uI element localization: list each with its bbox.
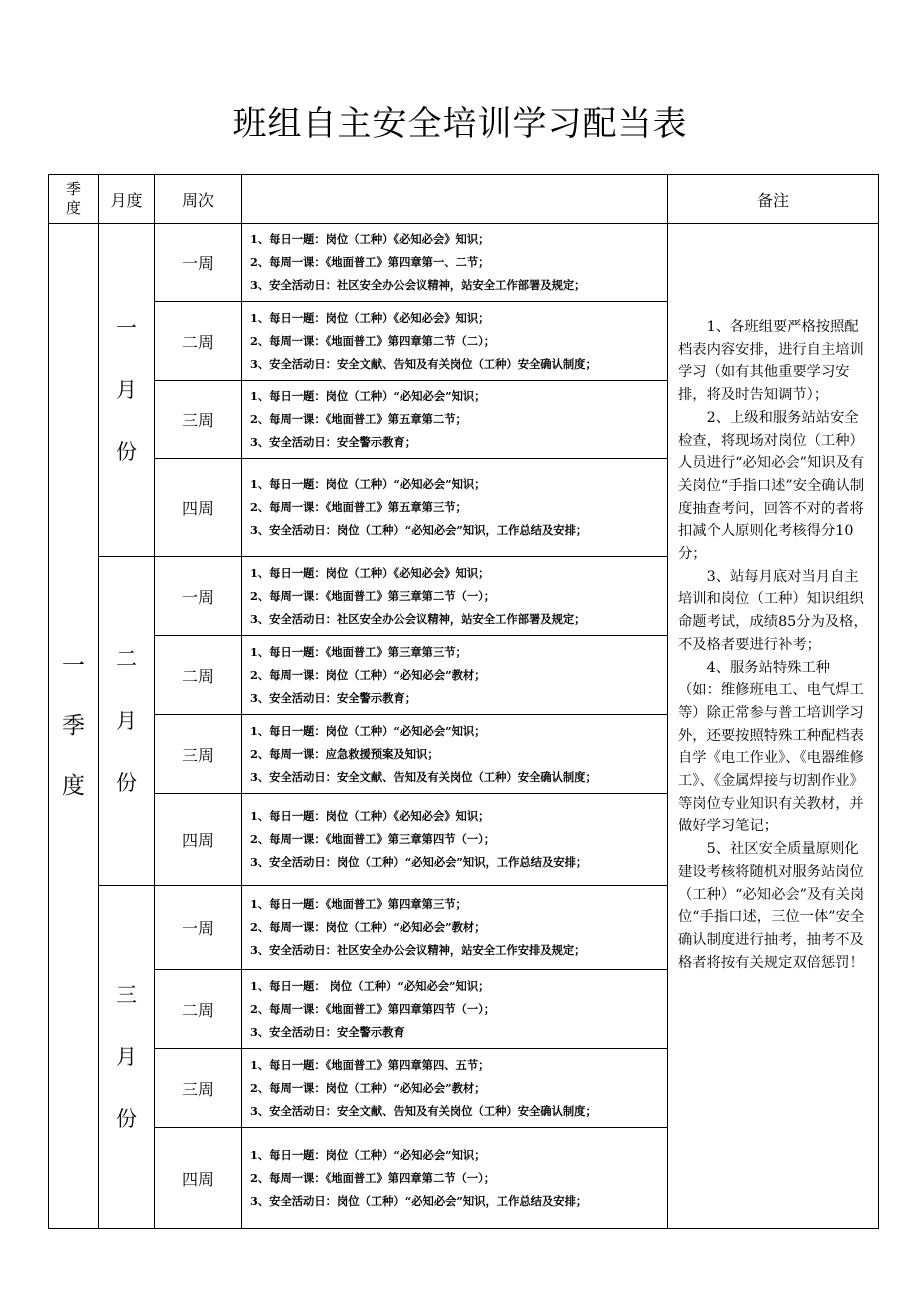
month-char: 三 [116,983,137,1007]
week-label: 一周 [155,224,242,302]
content-line: 2、每周一课：《地面普工》第三章第二节（一）； [250,588,496,603]
content-line: 2、每周一课：岗位（工种）“必知必会”教材； [250,667,486,682]
week-content [242,636,668,715]
header-season: 季度 [49,175,99,224]
page-title: 班组自主安全培训学习配当表 [232,104,688,144]
month-char: 二 [116,647,137,671]
content-line: 1、每日一题：岗位（工种）《必知必会》知识； [250,232,490,246]
week-content [242,794,668,886]
month-char: 月 [116,709,137,733]
week-label: 一周 [155,886,242,970]
content-line: 1、每日一题： 岗位（工种）“必知必会”知识； [250,978,490,993]
content-line: 2、每周一课：应急救援预案及知识； [250,746,439,761]
remark-item: 1、各班组要严格按照配档表内容安排，进行自主培训学习（如有其他重要学习安排，将及时告知调节）； [678,319,864,404]
content-line: 3、安全活动日：社区安全办公会议精神，站安全工作部署及规定； [250,278,586,292]
week-label: 四周 [155,459,242,557]
season-cell [49,224,99,1229]
header-row [49,175,879,224]
content-line: 1、每日一题：岗位（工种）“必知必会”知识； [250,1147,486,1162]
content-line: 2、每周一课：《地面普工》第四章第二节（一）； [250,1170,496,1185]
header-content [242,175,668,224]
content-line: 3、安全活动日：岗位（工种）“必知必会”知识，工作总结及安排； [250,523,588,537]
week-label: 二周 [155,302,242,381]
week-content [242,224,668,302]
content-line: 1、每日一题：岗位（工种）“必知必会”知识； [250,477,486,491]
content-line: 3、安全活动日：岗位（工种）“必知必会”知识，工作总结及安排； [250,855,588,869]
month-char: 份 [116,771,137,795]
week-content [242,886,668,970]
content-line: 1、每日一题：岗位（工种）《必知必会》知识； [250,565,490,580]
week-label: 三周 [155,715,242,794]
week-content [242,1049,668,1128]
month-char: 份 [116,440,137,464]
content-line: 3、安全活动日：安全警示教育 [250,1024,405,1039]
content-line: 3、安全活动日：岗位（工种）“必知必会”知识，工作总结及安排； [250,1193,588,1208]
content-line: 1、每日一题：《地面普工》第四章第四、五节； [250,1057,490,1072]
content-line: 3、安全活动日：社区安全办公会议精神，站安全工作部署及规定； [250,611,586,626]
content-line: 2、每周一课：《地面普工》第三章第四节（一）； [250,832,496,846]
week-content [242,715,668,794]
content-line: 1、每日一题：岗位（工种）《必知必会》知识； [250,310,490,325]
remark-item: 3、站每月底对当月自主培训和岗位（工种）知识组织命题考试，成绩85分为及格，不及格者要进行补考； [678,568,868,653]
content-line: 2、每周一课：岗位（工种）“必知必会”教材； [250,1080,486,1095]
week-label: 二周 [155,970,242,1049]
remark-item: 4、服务站特殊工种（如：维修班电工、电气焊工等）除正常参与普工培训学习外，还要按照特殊工种配档表自学《电工作业》、《电器维修工》、《金属焊接与切割作业》等岗位专业知识有关教材，并做好学习笔记； [678,659,864,835]
week-content [242,302,668,381]
content-line: 1、每日一题：《地面普工》第四章第三节； [250,897,467,911]
month-char: 月 [116,378,137,402]
season-char: 度 [62,773,85,799]
content-line: 1、每日一题：岗位（工种）《必知必会》知识； [250,809,490,823]
remark-item: 5、社区安全质量原则化建设考核将随机对服务站岗位（工种）“必知必会”及有关岗位“手指口述，三位一体”安全确认制度进行抽考，抽考不及格者将按有关规定双倍惩罚！ [678,841,865,971]
content-line: 2、每周一课：《地面普工》第四章第四节（一）； [250,1001,496,1016]
remark-item: 2、上级和服务站站安全检查，将现场对岗位（工种）人员进行“必知必会”知识及有关岗位“手指口述”安全确认制度抽查考问，回答不对的者将扣减个人原则化考核得分10分； [678,409,865,563]
month-cell [99,224,155,557]
header-remark: 备注 [668,175,879,224]
content-line: 1、每日一题：《地面普工》第三章第三节； [250,644,467,659]
month-char: 一 [116,316,137,340]
week-label: 三周 [155,1049,242,1128]
content-line: 2、每周一课：《地面普工》第五章第三节； [250,500,467,514]
month-cell [99,557,155,886]
week-label: 四周 [155,1128,242,1229]
week-label: 四周 [155,794,242,886]
content-line: 2、每周一课：《地面普工》第四章第二节（二）； [250,333,496,348]
month-cell [99,886,155,1229]
season-char: 一 [62,653,85,679]
content-line: 2、每周一课：《地面普工》第四章第一、二节； [250,255,490,269]
header-month: 月度 [99,175,155,224]
content-line: 1、每日一题：岗位（工种）“必知必会”知识； [250,389,486,403]
content-line: 3、安全活动日：安全警示教育； [250,435,417,449]
week-row [49,224,879,302]
content-line: 3、安全活动日：安全文献、告知及有关岗位（工种）安全确认制度； [250,1103,597,1118]
content-line: 2、每周一课：《地面普工》第五章第二节； [250,412,467,426]
content-line: 3、安全活动日：安全文献、告知及有关岗位（工种）安全确认制度； [250,356,597,371]
week-label: 三周 [155,381,242,459]
week-content [242,381,668,459]
season-char: 季 [62,713,85,739]
schedule-table [48,174,879,1229]
content-line: 1、每日一题：岗位（工种）“必知必会”知识； [250,723,486,738]
content-line: 2、每周一课：岗位（工种）“必知必会”教材； [250,920,486,934]
content-line: 3、安全活动日：社区安全办公会议精神，站安全工作安排及规定； [250,943,586,957]
week-content [242,1128,668,1229]
week-content [242,557,668,636]
remark-cell [668,224,879,1229]
content-line: 3、安全活动日：安全警示教育； [250,690,417,705]
header-week: 周次 [155,175,242,224]
content-line: 3、安全活动日：安全文献、告知及有关岗位（工种）安全确认制度； [250,769,597,784]
month-char: 份 [116,1107,137,1131]
week-content [242,970,668,1049]
week-content [242,459,668,557]
month-char: 月 [116,1045,137,1069]
week-label: 二周 [155,636,242,715]
week-label: 一周 [155,557,242,636]
